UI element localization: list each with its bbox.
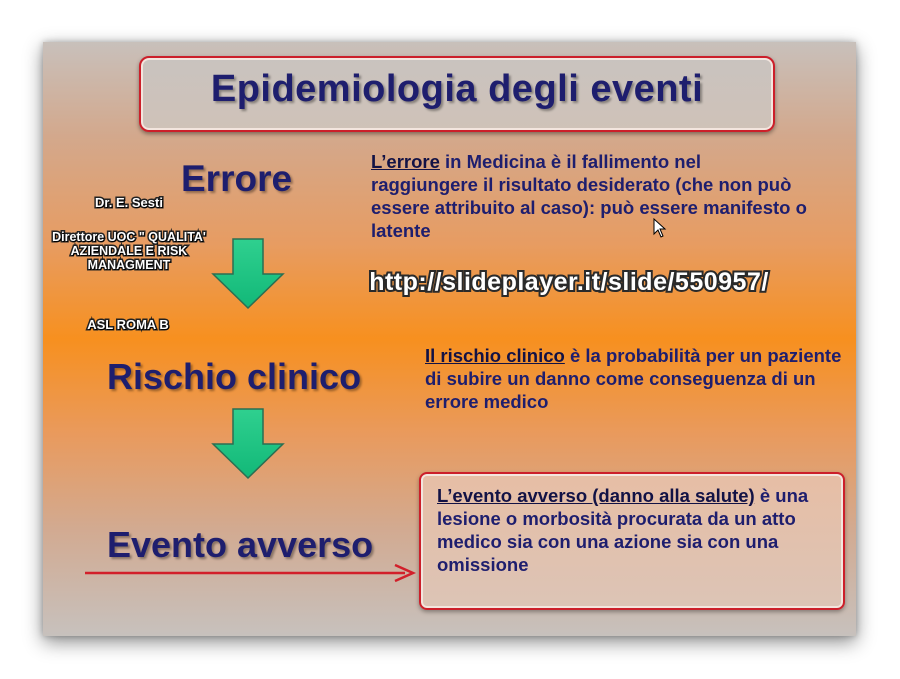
arrow-right-icon [83,562,421,584]
step-errore: Errore [181,158,293,199]
definition-rischio [425,344,845,413]
definition-term: L’errore [371,151,440,172]
definition-body: in Medicina è il fallimento nel raggiungere il risultato desiderato (che non può essere attribuito al caso): può essere manifesto o latente [371,151,807,241]
author-org: ASL ROMA B [87,317,169,332]
step-rischio-clinico: Rischio clinico [107,356,362,397]
arrow-down-icon [211,238,285,310]
evento-definition-box [419,472,845,610]
source-url: http://slideplayer.it/slide/550957/ [369,268,769,296]
slide [43,42,856,636]
mouse-cursor-icon [653,218,667,238]
definition-evento [437,484,837,576]
definition-term: Il rischio clinico [425,345,565,366]
author-name: Dr. E. Sesti [95,195,163,210]
step-evento-avverso: Evento avverso [107,524,374,565]
author-role: Direttore UOC " QUALITA' AZIENDALE E RISK MANAGMENT [52,230,206,272]
definition-term: L’evento avverso (danno alla salute) [437,485,755,506]
definition-errore [371,150,811,242]
definition-body: è una lesione o morbosità procurata da un atto medico sia con una azione sia con una omissione [437,485,809,575]
title-box [139,56,775,132]
arrow-down-icon [211,408,285,480]
definition-body: è la probabilità per un paziente di subire un danno come conseguenza di un errore medico [425,345,842,412]
page-title: Epidemiologia degli eventi [210,68,704,110]
